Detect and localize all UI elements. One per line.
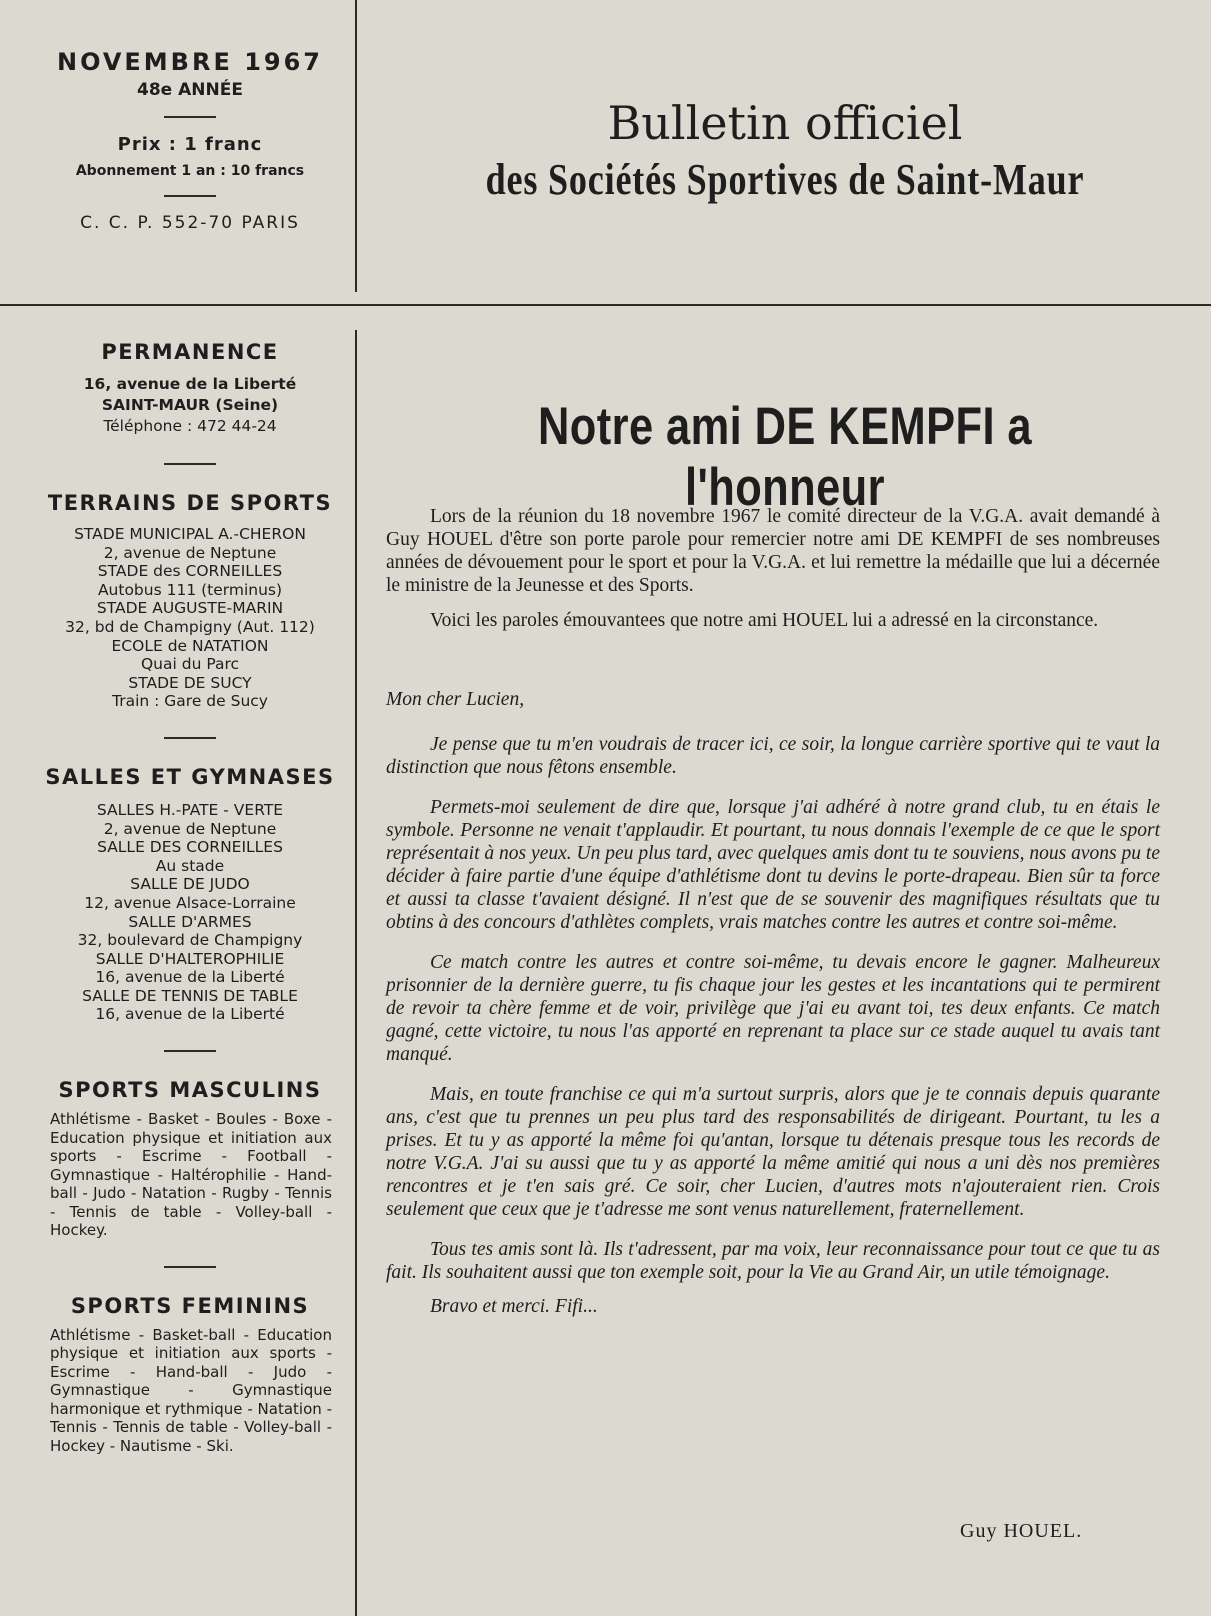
divider <box>164 737 216 739</box>
divider <box>164 1266 216 1268</box>
list-item: SALLE DE TENNIS DE TABLE <box>82 986 298 1005</box>
list-item: 32, bd de Champigny (Aut. 112) <box>65 617 315 636</box>
list-item: STADE DE SUCY <box>128 673 252 692</box>
divider <box>164 1050 216 1052</box>
letter-paragraph: Ce match contre les autres et contre soi-même, tu devais encore le gagner. Malheureux prisonnier de la dernière guerre, tu fis chaque jour les gestes et les incantations qui te permirent de revoir ta chère femme et de voir, privilège que j'ai eu avant toi, tes deux enfants. Ce match gagné, cette victoire, tu nous l'as apporté en reprenant ta place sur ce stade auquel tu avais tant manqué. <box>386 952 1160 1065</box>
intro-paragraph: Voici les paroles émouvantees que notre ami HOUEL lui a adressé en la circonstance. <box>430 610 1099 631</box>
permanence-info <box>44 374 336 437</box>
horizontal-rule <box>0 304 1211 306</box>
article-headline: Notre ami DE KEMPFI a l'honneur <box>537 397 1033 517</box>
list-item: Quai du Parc <box>140 655 240 674</box>
salles-list <box>44 801 336 1024</box>
list-item: 32, boulevard de Champigny <box>77 931 303 950</box>
letter-greeting: Mon cher Lucien, <box>386 689 525 710</box>
masculins-title: SPORTS MASCULINS <box>58 1078 322 1103</box>
list-item: SALLE D'ARMES <box>128 912 252 931</box>
phone-line: Téléphone : 472 44-24 <box>103 417 277 435</box>
sidebar <box>44 340 336 1455</box>
divider <box>164 116 216 118</box>
list-item: Au stade <box>155 856 225 875</box>
divider <box>164 195 216 197</box>
list-item: 16, avenue de la Liberté <box>95 968 285 987</box>
list-item: 2, avenue de Neptune <box>103 819 277 838</box>
article-body <box>386 505 1160 1318</box>
masthead-subtitle: des Sociétés Sportives de Saint-Maur <box>485 155 1085 204</box>
address-line: 16, avenue de la Liberté <box>83 375 297 393</box>
intro-paragraph: Lors de la réunion du 18 novembre 1967 le comité directeur de la V.G.A. avait demandé à Guy HOUEL d'être son porte parole pour remercier notre ami DE KEMPFI de ses nombreuses années de dévouement pour le sport et pour la V.G.A. et lui remettre la médaille que lui a décernée le ministre de la Jeunesse et des Sports. <box>386 506 1160 596</box>
letter-closing: Bravo et merci. Fifi... <box>430 1296 598 1317</box>
issue-info <box>40 48 340 233</box>
list-item: SALLE DES CORNEILLES <box>97 838 283 857</box>
price: Prix : 1 franc <box>117 134 263 155</box>
list-item: STADE des CORNEILLES <box>97 562 283 581</box>
list-item: SALLES H.-PATE - VERTE <box>96 800 284 819</box>
salles-title: SALLES ET GYMNASES <box>45 764 335 789</box>
list-item: 2, avenue de Neptune <box>103 543 277 562</box>
signature: Guy HOUEL. <box>960 1520 1083 1542</box>
header-column-divider <box>355 0 357 292</box>
letter <box>386 688 1160 1318</box>
masthead-title: Bulletin officiel <box>607 96 963 150</box>
list-item: SALLE DE JUDO <box>130 875 250 894</box>
terrains-title: TERRAINS DE SPORTS <box>47 491 333 515</box>
feminins-title: SPORTS FEMININS <box>70 1293 310 1318</box>
masculins-list: Athlétisme - Basket - Boules - Boxe - Education physique et initiation aux sports - Escrime - Football - Gymnastique - Haltérophilie - Hand-ball - Judo - Natation - Rugby - Tennis - Tennis de table - Volley-ball - Hockey. <box>50 1110 332 1240</box>
subscription: Abonnement 1 an : 10 francs <box>75 163 305 179</box>
list-item: Autobus 111 (terminus) <box>97 580 283 599</box>
letter-paragraph: Permets-moi seulement de dire que, lorsque j'ai adhéré à notre grand club, tu en étais le symbole. Personne ne venait t'applaudir. Et pourtant, tu nous donnais l'exemple de ce que le sport représentait à nos yeux. Un peu plus tard, avec quelques amis dont tu te souviens, nous avons pu te décider à faire partie d'une équipe d'athlétisme dont tu devins le porte-drapeau. Bien sûr ta force et aussi ta classe t'avaient désigné. Il n'est que de se souvenir des magnifiques résultats que tu obtins à des concours d'athlètes complets, vrais matches contre les autres et contre soi-même. <box>386 797 1160 933</box>
letter-paragraph: Tous tes amis sont là. Ils t'adressent, par ma voix, leur reconnaissance pour tout ce que tu as fait. Ils souhaitent aussi que ton exemple soit, pour la Vie au Grand Air, un utile témoignage. <box>386 1239 1160 1283</box>
feminins-list: Athlétisme - Basket-ball - Education physique et initiation aux sports - Escrime - Hand-ball - Judo - Gymnastique - Gymnastique harmonique et rythmique - Natation - Tennis - Tennis de table - Volley-ball - Hockey - Nautisme - Ski. <box>50 1325 332 1455</box>
city-line: SAINT-MAUR (Seine) <box>101 396 279 414</box>
divider <box>164 463 216 465</box>
letter-paragraph: Je pense que tu m'en voudrais de tracer ici, ce soir, la longue carrière sportive qui te vaut la distinction que nous fêtons ensemble. <box>386 734 1160 778</box>
terrains-list <box>44 525 336 711</box>
list-item: Train : Gare de Sucy <box>112 692 268 711</box>
letter-paragraph: Mais, en toute franchise ce qui m'a surtout surpris, alors que je te connais depuis quarante ans, c'est que tu prennes un peu plus tard des responsabilités de dirigeant. Pourtant, tu les a prises. Et tu y as apporté la même foi qu'antan, lorsque tu détenais presque tous les records de notre V.G.A. J'ai su aussi que tu y as apporté la même amitié qui nous a uni dès nos premières rencontres et je t'en sais gré. Ce soir, cher Lucien, d'autres mots n'ajouteraient rien. Crois seulement que ceux que je t'adresse me sont venus naturellement, fraternellement. <box>386 1084 1160 1220</box>
list-item: 16, avenue de la Liberté <box>95 1005 285 1024</box>
issue-year: 48e ANNÉE <box>137 80 243 100</box>
masthead <box>370 96 1200 205</box>
list-item: 12, avenue Alsace-Lorraine <box>84 893 296 912</box>
list-item: STADE MUNICIPAL A.-CHERON <box>74 525 306 543</box>
issue-date: NOVEMBRE 1967 <box>56 48 323 76</box>
list-item: SALLE D'HALTEROPHILIE <box>95 949 285 968</box>
list-item: STADE AUGUSTE-MARIN <box>96 599 284 618</box>
permanence-title: PERMANENCE <box>101 340 279 364</box>
list-item: ECOLE de NATATION <box>111 636 269 655</box>
postal-account: C. C. P. 552-70 PARIS <box>80 213 300 233</box>
body-column-divider <box>355 330 357 1616</box>
